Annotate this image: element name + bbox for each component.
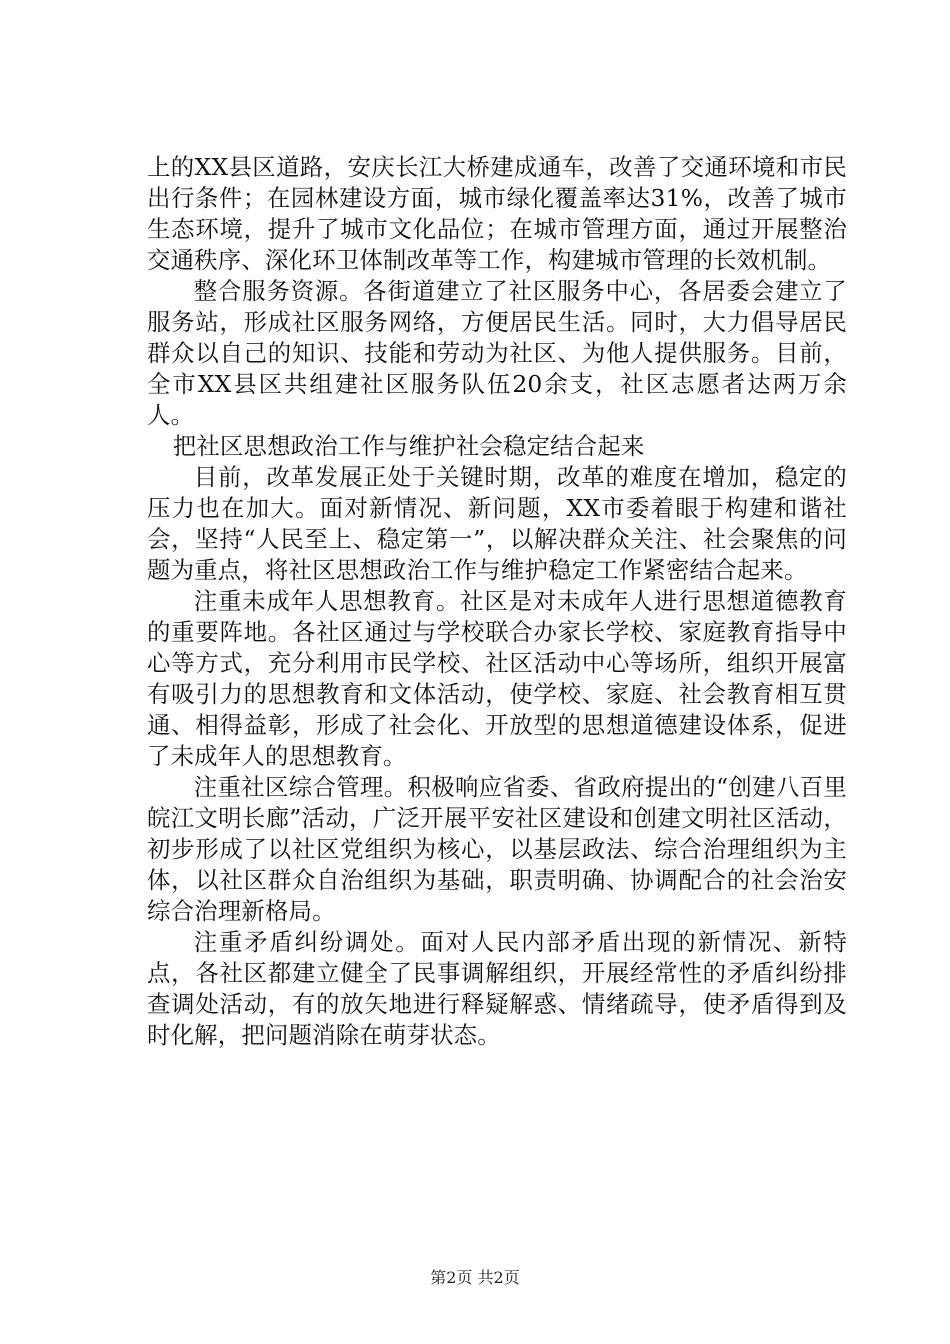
- page-number-footer: 第2页 共2页: [430, 1268, 520, 1287]
- section-heading-stability: 把社区思想政治工作与维护社会稳定结合起来: [172, 432, 645, 460]
- paragraph-community-management: 注重社区综合管理。积极响应省委、省政府提出的“创建八百里皖江文明长廊”活动，广泛开展平安社区建设和创建文明社区活动，初步形成了以社区党组织为核心，以基层政法、综合治理组织为主体，以社区群众自治组织为基础，职责明确、协调配合的社会治安综合治理新格局。: [147, 773, 847, 925]
- paragraph-reform-stability: 目前，改革发展正处于关键时期，改革的难度在增加，稳定的压力也在加大。面对新情况、新问题，XX市委着眼于构建和谐社会，坚持“人民至上、稳定第一”，以解决群众关注、社会聚焦的问题为重点，将社区思想政治工作与维护稳定工作紧密结合起来。: [147, 463, 847, 584]
- paragraph-infrastructure-tail: 上的XX县区道路，安庆长江大桥建成通车，改善了交通环境和市民出行条件；在园林建设方面，城市绿化覆盖率达31%，改善了城市生态环境，提升了城市文化品位；在城市管理方面，通过开展整治交通秩序、深化环卫体制改革等工作，构建城市管理的长效机制。: [147, 153, 847, 274]
- paragraph-dispute-mediation: 注重矛盾纠纷调处。面对人民内部矛盾出现的新情况、新特点，各社区都建立健全了民事调解组织，开展经常性的矛盾纠纷排查调处活动，有的放矢地进行释疑解惑、情绪疏导，使矛盾得到及时化解，把问题消除在萌芽状态。: [147, 928, 847, 1049]
- document-body: [147, 152, 847, 1051]
- paragraph-youth-education: 注重未成年人思想教育。社区是对未成年人进行思想道德教育的重要阵地。各社区通过与学校联合办家长学校、家庭教育指导中心等方式，充分利用市民学校、社区活动中心等场所，组织开展富有吸引力的思想教育和文体活动，使学校、家庭、社会教育相互贯通、相得益彰，形成了社会化、开放型的思想道德建设体系，促进了未成年人的思想教育。: [147, 587, 847, 770]
- paragraph-service-resources: 整合服务资源。各街道建立了社区服务中心，各居委会建立了服务站，形成社区服务网络，方便居民生活。同时，大力倡导居民群众以自己的知识、技能和劳动为社区、为他人提供服务。目前，全市XX县区共组建社区服务队伍20余支，社区志愿者达两万余人。: [147, 277, 847, 429]
